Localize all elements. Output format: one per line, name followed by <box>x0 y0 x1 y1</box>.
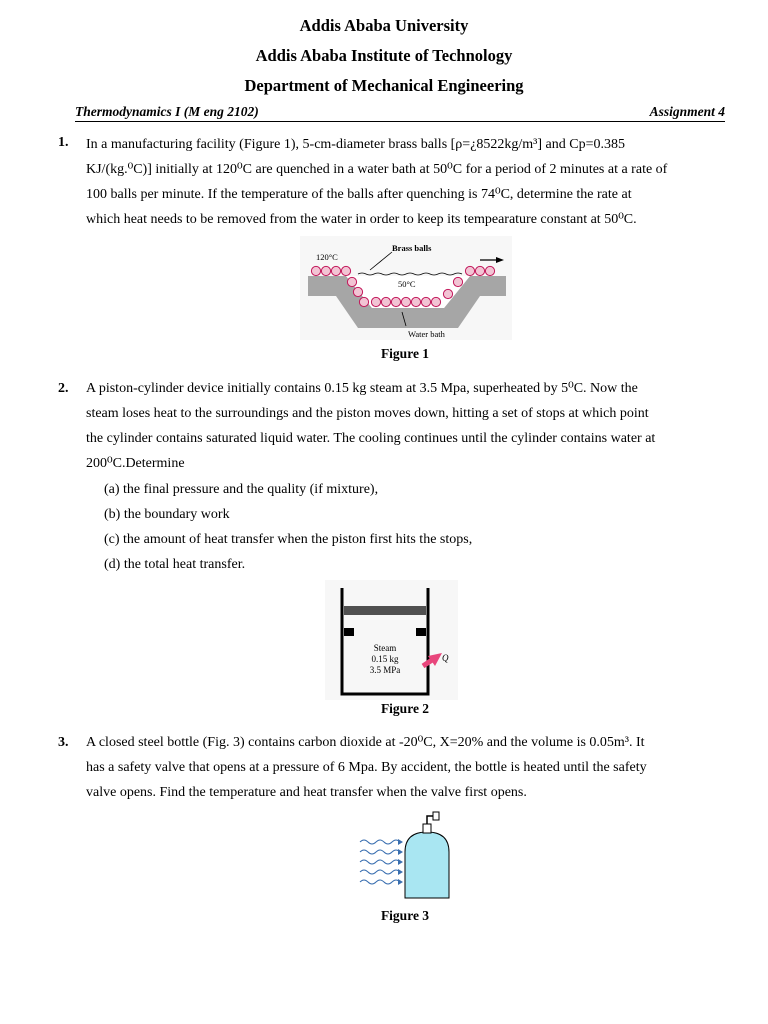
label-pressure: 3.5 MPa <box>369 665 401 675</box>
course-line <box>75 104 725 122</box>
question-3-number: 3. <box>58 735 69 750</box>
figure-3-diagram <box>355 808 455 904</box>
figure-2-background <box>325 580 458 700</box>
question-2-item-c: (c) the amount of heat transfer when the piston first hits the stops, <box>104 532 473 547</box>
question-2-line: the cylinder contains saturated liquid water. The cooling continues until the cylinder contains water at <box>86 431 656 446</box>
question-2-text <box>86 376 726 476</box>
question-1-line: which heat needs to be removed from the water in order to keep its tempearature constant at 50⁰C. <box>86 212 637 227</box>
institute-title: Addis Ababa Institute of Technology <box>255 46 513 65</box>
stop-left <box>344 628 354 636</box>
question-2-item-d: (d) the total heat transfer. <box>104 557 246 572</box>
question-2-line: 200⁰C.Determine <box>86 456 185 471</box>
question-3-line: A closed steel bottle (Fig. 3) contains carbon dioxide at -20⁰C, X=20% and the volume is 0.05m³. It <box>86 735 645 750</box>
stop-right <box>416 628 426 636</box>
course-name: Thermodynamics I (M eng 2102) <box>75 104 259 119</box>
question-2-item-b: (b) the boundary work <box>104 507 230 522</box>
question-1-text <box>86 132 726 232</box>
heat-wave-arrowheads <box>398 839 403 885</box>
steel-bottle <box>405 832 449 898</box>
bottle-neck <box>423 824 431 833</box>
question-3-line: valve opens. Find the temperature and heat transfer when the valve first opens. <box>86 785 527 800</box>
label-steam: Steam <box>373 643 397 653</box>
figure-2-diagram <box>325 580 458 700</box>
question-1-line: 100 balls per minute. If the temperature of the balls after quenching is 74⁰C, determine the rate at <box>86 187 632 202</box>
question-2-line: A piston-cylinder device initially contains 0.15 kg steam at 3.5 Mpa, superheated by 5⁰C. Now the <box>86 381 638 396</box>
figure-1-caption: Figure 1 <box>380 346 430 361</box>
figure-2-caption: Figure 2 <box>380 701 430 716</box>
question-2-number: 2. <box>58 381 69 396</box>
assignment-label: Assignment 4 <box>649 104 725 119</box>
label-mass: 0.15 kg <box>371 654 399 664</box>
label-water-bath: Water bath <box>408 329 445 339</box>
question-2-line: steam loses heat to the surroundings and the piston moves down, hitting a set of stops at which point <box>86 406 649 421</box>
heat-waves <box>360 840 400 884</box>
figure-3-caption: Figure 3 <box>380 908 430 923</box>
label-bath-temp: 50°C <box>398 279 416 289</box>
label-brass-balls: Brass balls <box>392 243 432 253</box>
figure-1-diagram <box>300 236 512 340</box>
university-title: Addis Ababa University <box>299 16 469 35</box>
department-title: Department of Mechanical Engineering <box>244 76 524 95</box>
label-hot-temp: 120°C <box>316 252 338 262</box>
question-1-number: 1. <box>58 135 69 150</box>
question-1-line: In a manufacturing facility (Figure 1), 5-cm-diameter brass balls [ρ=¿8522kg/m³] and Cp=0.385 <box>86 137 625 152</box>
safety-valve-cap <box>433 812 439 820</box>
question-1-line: KJ/(kg.⁰C)] initially at 120⁰C are quenched in a water bath at 50⁰C for a period of 2 minutes at a rate of <box>86 162 668 177</box>
label-q: Q <box>442 653 449 663</box>
piston <box>344 606 426 615</box>
question-3-text <box>86 730 726 805</box>
question-3-line: has a safety valve that opens at a pressure of 6 Mpa. By accident, the bottle is heated until the safety <box>86 760 647 775</box>
question-2-item-a: (a) the final pressure and the quality (if mixture), <box>104 482 379 497</box>
